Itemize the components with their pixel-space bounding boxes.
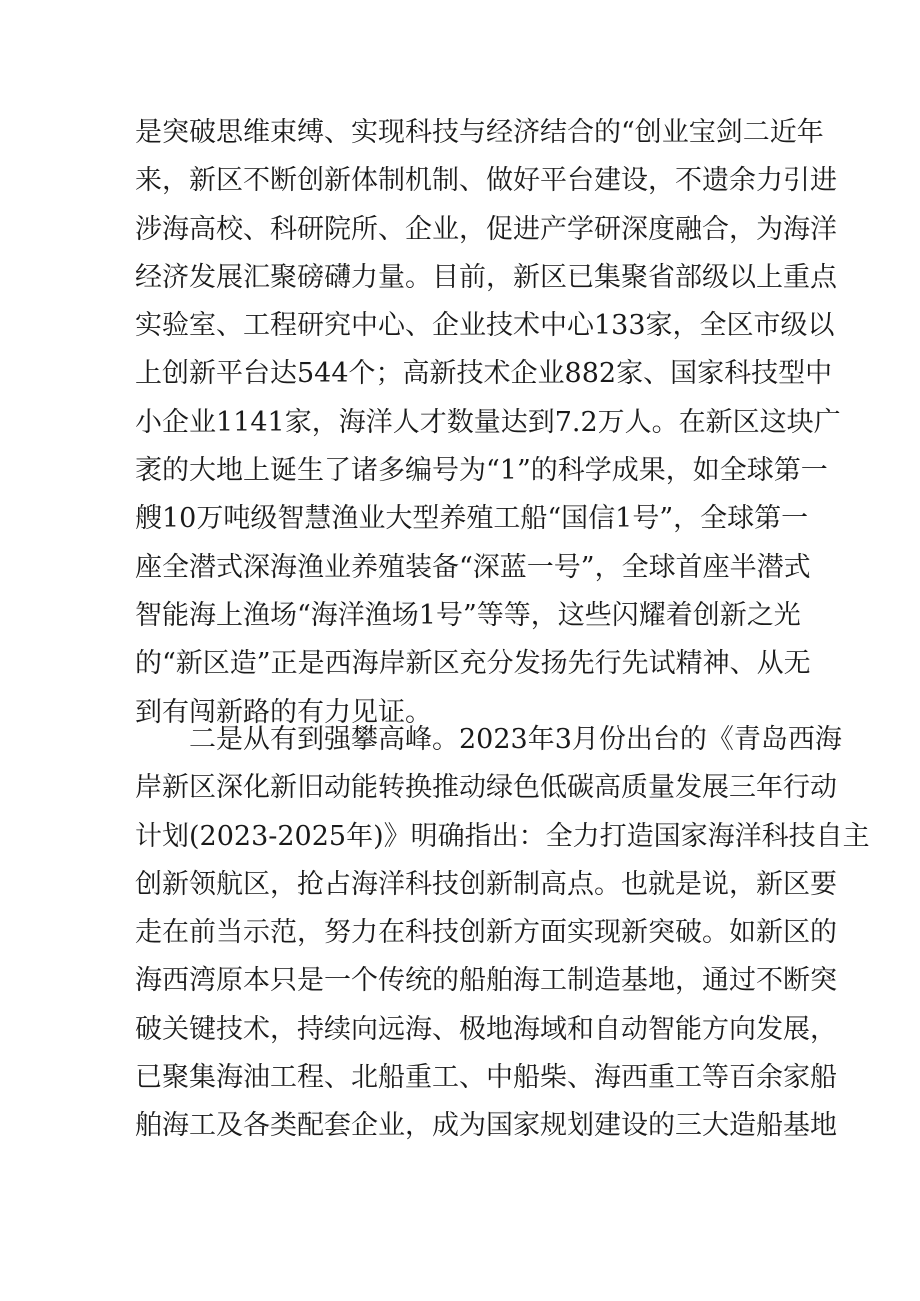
- text-line: 到有闯新路的有力见证。: [135, 696, 432, 728]
- text-line: 涉海高校、科研院所、企业，促进产学研深度融合，为海洋: [135, 213, 837, 245]
- text-line: 二是从有到强攀高峰。2023年3月份出台的《青岛西海: [189, 724, 842, 755]
- text-line: 的“新区造”正是西海岸新区充分发扬先行先试精神、从无: [135, 648, 811, 680]
- text-line: 智能海上渔场“海洋渔场1号”等等，这些闪耀着创新之光: [135, 599, 801, 631]
- paragraph-from-strong-to-peak: [135, 716, 870, 1151]
- text-line: 岸新区深化新旧动能转换推动绿色低碳高质量发展三年行动: [135, 772, 837, 804]
- text-line: 海西湾原本只是一个传统的船舶海工制造基地，通过不断突: [135, 965, 837, 997]
- text-line: 经济发展汇聚磅礴力量。目前，新区已集聚省部级以上重点: [135, 261, 837, 293]
- text-line: 舶海工及各类配套企业，成为国家规划建设的三大造船基地: [135, 1110, 837, 1142]
- text-line: 来，新区不断创新体制机制、做好平台建设，不遗余力引进: [135, 165, 837, 197]
- paragraph-innovation-results: [135, 109, 841, 737]
- text-line: 小企业1141家，海洋人才数量达到7.2万人。在新区这块广: [135, 406, 841, 438]
- text-line: 已聚集海油工程、北船重工、中船柴、海西重工等百余家船: [135, 1062, 837, 1094]
- text-line: 艘10万吨级智慧渔业大型养殖工船“国信1号”，全球第一: [135, 503, 809, 535]
- text-line: 座全潜式深海渔业养殖装备“深蓝一号”，全球首座半潜式: [135, 551, 811, 583]
- text-line: 是突破思维束缚、实现科技与经济结合的“创业宝剑二近年: [135, 117, 824, 148]
- text-line: 袤的大地上诞生了诸多编号为“1”的科学成果，如全球第一: [135, 455, 828, 487]
- text-line: 实验室、工程研究中心、企业技术中心133家，全区市级以: [135, 310, 835, 342]
- text-line: 破关键技术，持续向远海、极地海域和自动智能方向发展，: [135, 1013, 837, 1045]
- text-line: 上创新平台达544个；高新技术企业882家、国家科技型中: [135, 358, 833, 390]
- text-line: 创新领航区，抢占海洋科技创新制高点。也就是说，新区要: [135, 868, 837, 900]
- text-line: 计划(2023-2025年)》明确指出：全力打造国家海洋科技自主: [135, 820, 870, 852]
- text-line: 走在前当示范，努力在科技创新方面实现新突破。如新区的: [135, 917, 837, 949]
